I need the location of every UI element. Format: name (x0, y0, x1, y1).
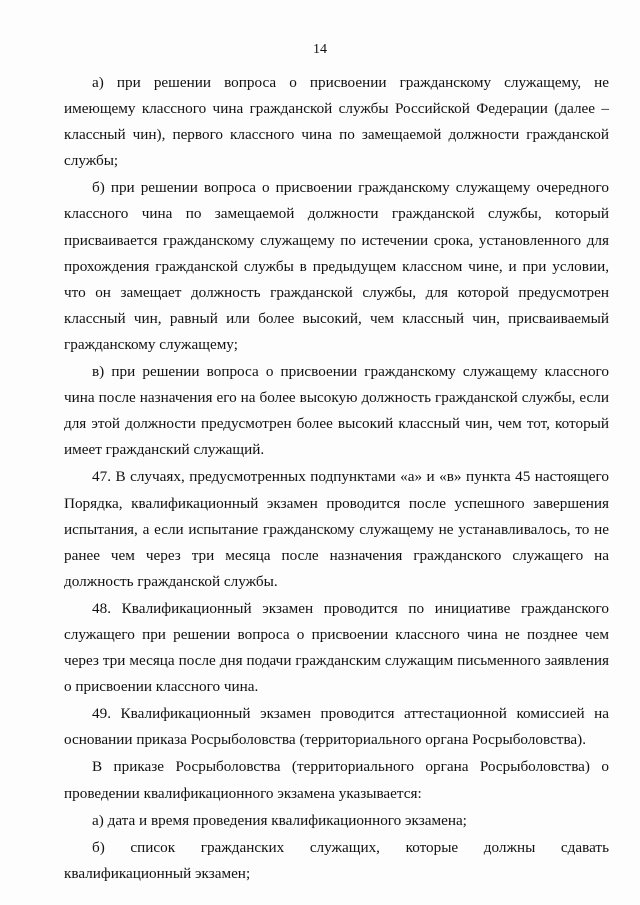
paragraph-47: 47. В случаях, предусмотренных подпунктами «а» и «в» пункта 45 настоящего Порядка, квалификационный экзамен проводится после успешного завершения испытания, а если испытание гражданскому служащему не устанавливалось, то не ранее чем через три месяца после назначения гражданского служащего на должность гражданской службы. (64, 468, 609, 590)
paragraph-49: 49. Квалификационный экзамен проводится аттестационной комиссией на основании приказа Росрыболовства (территориального органа Росрыболовства). (64, 705, 609, 749)
paragraph-item-a: а) при решении вопроса о присвоении гражданскому служащему, не имеющему классного чина гражданской службы Российской Федерации (далее – классный чин), первого классного чина по замещаемой должности гражданской службы; (64, 74, 609, 170)
paragraph-48: 48. Квалификационный экзамен проводится по инициативе гражданского служащего при решении вопроса о присвоении классного чина не позднее чем через три месяца после дня подачи гражданским служащим письменного заявления о присвоении классного чина. (64, 599, 609, 696)
paragraph-item-v: в) при решении вопроса о присвоении гражданскому служащему классного чина после назначения его на более высокую должность гражданской службы, если для этой должности предусмотрен более высокий классный чин, чем тот, который имеет гражданский служащий. (64, 363, 609, 459)
page-number: 14 (313, 42, 327, 57)
document-body (64, 70, 609, 887)
paragraph-order-item-a: а) дата и время проведения квалификационного экзамена; (92, 811, 467, 829)
paragraph-order-contents: В приказе Росрыболовства (территориального органа Росрыболовства) о проведении квалификационного экзамена указывается: (64, 758, 609, 802)
paragraph-item-b: б) при решении вопроса о присвоении гражданскому служащему очередного классного чина по замещаемой должности гражданской службы, который присваивается гражданскому служащему по истечении срока, установленного для прохождения гражданской службы в предыдущем классном чине, и при условии, что он замещает должность гражданской службы, для которой предусмотрен классный чин, равный или более высокий, чем классный чин, присваиваемый гражданскому служащему; (64, 179, 609, 353)
paragraph-order-item-b: б) список гражданских служащих, которые должны сдавать квалификационный экзамен; (64, 838, 609, 882)
